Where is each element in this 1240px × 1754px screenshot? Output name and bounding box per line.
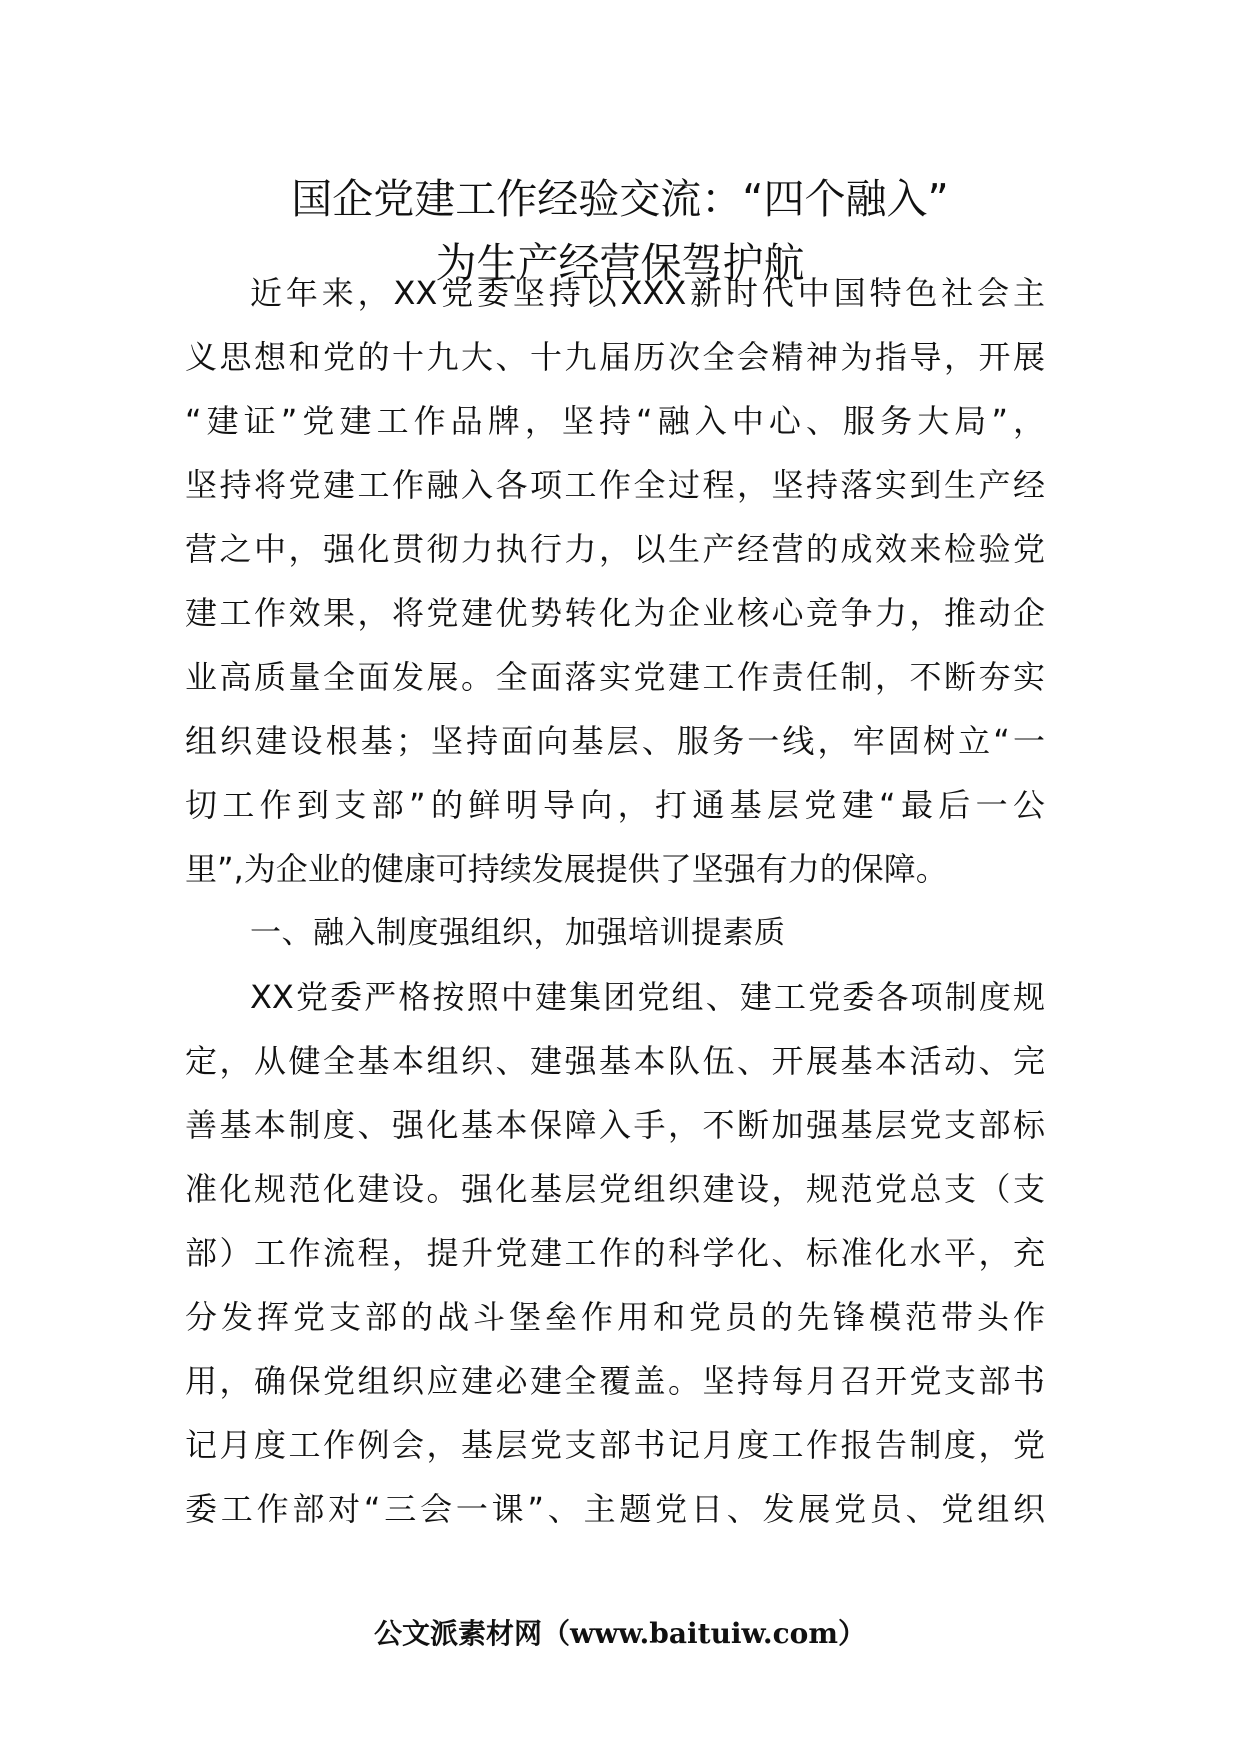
paragraph2-line-5: 部）工作流程，提升党建工作的科学化、标准化水平，充 bbox=[185, 1234, 1045, 1272]
paragraph1-line-10: 里”,为企业的健康可持续发展提供了坚强有力的保障。 bbox=[185, 850, 948, 888]
section1-heading: 一、融入制度强组织，加强培训提素质 bbox=[250, 915, 786, 951]
paragraph1-line-2: 义思想和党的十九大、十九届历次全会精神为指导，开展 bbox=[185, 338, 1045, 376]
paragraph2-line-2: 定，从健全基本组织、建强基本队伍、开展基本活动、完 bbox=[185, 1042, 1045, 1080]
paragraph2-line-4: 准化规范化建设。强化基层党组织建设，规范党总支（支 bbox=[185, 1170, 1045, 1208]
document-title-line-1: 国企党建工作经验交流：“四个融入” bbox=[291, 175, 949, 223]
paragraph2-line-3: 善基本制度、强化基本保障入手，不断加强基层党支部标 bbox=[185, 1106, 1045, 1144]
paragraph2-line-6: 分发挥党支部的战斗堡垒作用和党员的先锋模范带头作 bbox=[185, 1298, 1045, 1336]
paragraph1-line-5: 营之中，强化贯彻力执行力，以生产经营的成效来检验党 bbox=[185, 530, 1045, 568]
paragraph1-line-4: 坚持将党建工作融入各项工作全过程，坚持落实到生产经 bbox=[185, 466, 1045, 504]
paragraph1-line-1: 近年来，XX党委坚持以XXX新时代中国特色社会主 bbox=[250, 274, 1045, 312]
paragraph1-line-9: 切工作到支部”的鲜明导向，打通基层党建“最后一公 bbox=[185, 786, 1045, 824]
paragraph2-line-7: 用，确保党组织应建必建全覆盖。坚持每月召开党支部书 bbox=[185, 1362, 1045, 1400]
paragraph1-line-7: 业高质量全面发展。全面落实党建工作责任制，不断夯实 bbox=[185, 658, 1045, 696]
paragraph2-line-8: 记月度工作例会，基层党支部书记月度工作报告制度，党 bbox=[185, 1426, 1045, 1464]
paragraph2-line-9: 委工作部对“三会一课”、主题党日、发展党员、党组织 bbox=[185, 1490, 1045, 1528]
document-title-line-2: 为生产经营保驾护航 bbox=[435, 239, 805, 287]
paragraph1-line-8: 组织建设根基；坚持面向基层、服务一线，牢固树立“一 bbox=[185, 722, 1045, 760]
paragraph1-line-6: 建工作效果，将党建优势转化为企业核心竞争力，推动企 bbox=[185, 594, 1045, 632]
footer-watermark: 公文派素材网（www.baituiw.com） bbox=[374, 1617, 866, 1650]
paragraph2-line-1: XX党委严格按照中建集团党组、建工党委各项制度规 bbox=[250, 978, 1045, 1016]
paragraph1-line-3: “建证”党建工作品牌，坚持“融入中心、服务大局”， bbox=[185, 402, 1045, 440]
